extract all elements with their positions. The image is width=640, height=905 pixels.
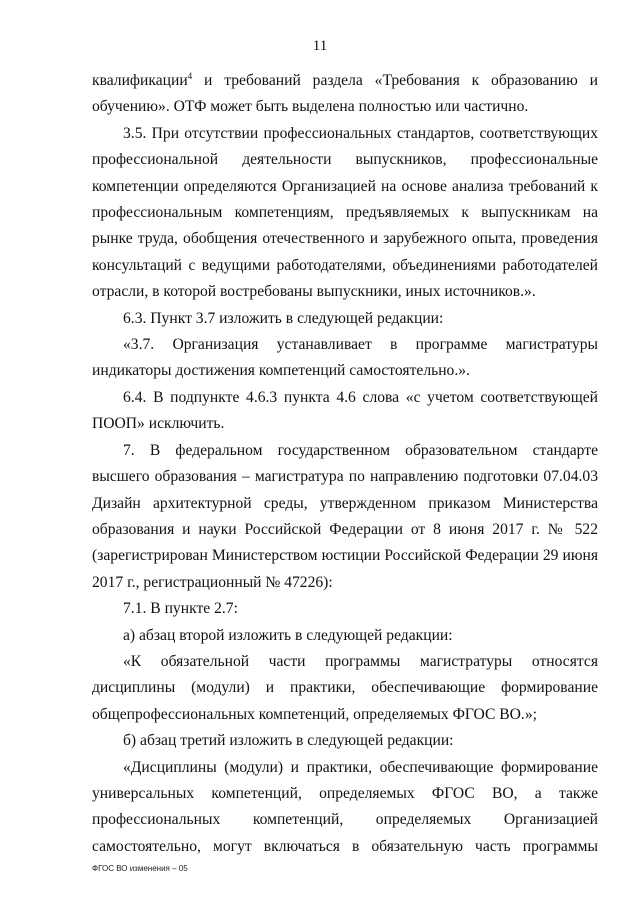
paragraph-1: квалификации$^4$ и требований раздела «Требования к образованию и обучению». ОТФ может быть выделена полностью или частично.	[92, 70, 598, 116]
paragraph-7: 7.1. В пункте 2.7:	[123, 600, 238, 618]
paragraph-4: «3.7. Организация устанавливает в программе магистратуры индикаторы достижения компетенций самостоятельно.».	[92, 336, 598, 380]
page-number: 11	[312, 38, 328, 54]
paragraph-11: «Дисциплины (модули) и практики, обеспечивающие формирование универсальных компетенций, определяемых ФГОС ВО, а также профессиональных компетенций, определяемых Организацией самостоятельно, могут включаться в обязательную часть программы	[92, 758, 598, 855]
paragraph-5: 6.4. В подпункте 4.6.3 пункта 4.6 слова «с учетом соответствующей ПООП» исключить.	[92, 388, 598, 433]
paragraph-2: 3.5. При отсутствии профессиональных стандартов, соответствующих профессиональной деятельности выпускников, профессиональные компетенции определяются Организацией на основе анализа требований к профессиональным компетенциям, предъявляемых к выпускникам на рынке труда, обобщения отечественного и зарубежного опыта, проведения консультаций с ведущими работодателями, объединениями работодателей отрасли, в которой востребованы выпускники, иных источников.».	[92, 124, 598, 301]
footnote-reference[interactable]: 4	[187, 70, 193, 81]
footer-note: ФГОС ВО изменения – 05	[92, 864, 188, 873]
paragraph-3: 6.3. Пункт 3.7 изложить в следующей редакции:	[123, 309, 444, 327]
paragraph-6: 7. В федеральном государственном образовательном стандарте высшего образования – магистратура по направлению подготовки 07.04.03 Дизайн архитектурной среды, утвержденном приказом Министерства образования и науки Российской Федерации от 8 июня 2017 г. № 522 (зарегистрирован Министерством юстиции Российской Федерации 29 июня 2017 г., регистрационный № 47226):	[92, 441, 598, 591]
paragraph-8: а) абзац второй изложить в следующей редакции:	[123, 626, 453, 644]
document-body	[92, 68, 598, 860]
paragraph-9: «К обязательной части программы магистратуры относятся дисциплины (модули) и практики, обеспечивающие формирование общепрофессиональных компетенций, определяемых ФГОС ВО.»;	[92, 652, 598, 723]
paragraph-10: б) абзац третий изложить в следующей редакции:	[123, 732, 454, 750]
